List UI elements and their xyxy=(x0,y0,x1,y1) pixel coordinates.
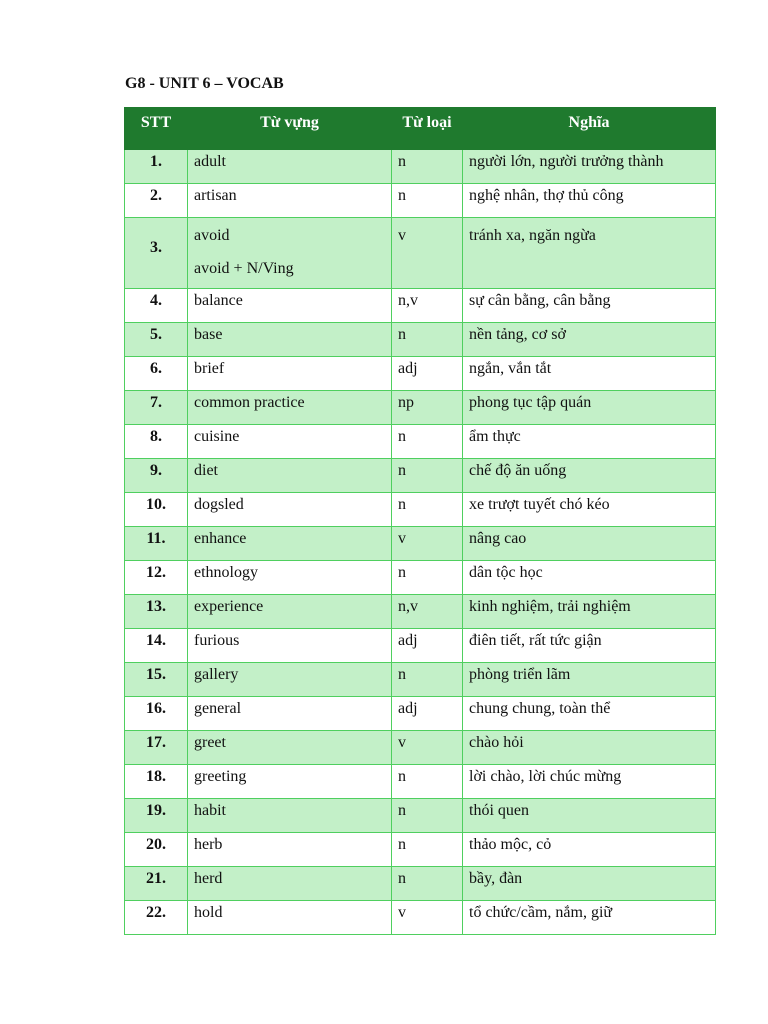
row-word xyxy=(188,218,392,289)
row-word-main: avoid xyxy=(194,227,230,244)
row-number: 13. xyxy=(125,595,188,629)
row-word-type: n xyxy=(392,867,463,901)
row-meaning: ngắn, vắn tắt xyxy=(463,357,716,391)
row-word: brief xyxy=(188,357,392,391)
row-word-usage: avoid + N/Ving xyxy=(194,260,294,277)
vocab-table-body xyxy=(125,150,716,935)
row-meaning: sự cân bằng, cân bằng xyxy=(463,289,716,323)
row-meaning: nghệ nhân, thợ thủ công xyxy=(463,184,716,218)
row-number: 4. xyxy=(125,289,188,323)
row-word-type: adj xyxy=(392,629,463,663)
table-row xyxy=(125,289,716,323)
row-word-type: n xyxy=(392,184,463,218)
table-row xyxy=(125,765,716,799)
table-row xyxy=(125,867,716,901)
row-number: 10. xyxy=(125,493,188,527)
table-header-row xyxy=(125,108,716,150)
document-title: G8 - UNIT 6 – VOCAB xyxy=(125,75,284,92)
table-row xyxy=(125,527,716,561)
row-number: 17. xyxy=(125,731,188,765)
table-row xyxy=(125,731,716,765)
row-word-type: n,v xyxy=(392,289,463,323)
row-meaning: điên tiết, rất tức giận xyxy=(463,629,716,663)
row-word-type: adj xyxy=(392,357,463,391)
row-word: diet xyxy=(188,459,392,493)
table-row xyxy=(125,184,716,218)
row-word: cuisine xyxy=(188,425,392,459)
table-row xyxy=(125,323,716,357)
row-meaning: thảo mộc, cỏ xyxy=(463,833,716,867)
row-word-type: v xyxy=(392,218,463,289)
row-word: base xyxy=(188,323,392,357)
row-number: 3. xyxy=(125,218,188,289)
table-row xyxy=(125,459,716,493)
table-row xyxy=(125,697,716,731)
row-meaning: chung chung, toàn thể xyxy=(463,697,716,731)
row-word: greet xyxy=(188,731,392,765)
row-number: 15. xyxy=(125,663,188,697)
row-word-type: n xyxy=(392,799,463,833)
row-word: dogsled xyxy=(188,493,392,527)
table-row xyxy=(125,150,716,184)
row-word: enhance xyxy=(188,527,392,561)
row-meaning: nền tảng, cơ sở xyxy=(463,323,716,357)
row-word: common practice xyxy=(188,391,392,425)
row-word-type: v xyxy=(392,527,463,561)
row-word-type: n xyxy=(392,765,463,799)
row-word-type: n xyxy=(392,150,463,184)
row-number: 22. xyxy=(125,901,188,935)
row-number: 16. xyxy=(125,697,188,731)
row-number: 20. xyxy=(125,833,188,867)
row-word-type: n xyxy=(392,833,463,867)
table-row xyxy=(125,561,716,595)
row-number: 21. xyxy=(125,867,188,901)
table-row xyxy=(125,218,716,289)
row-meaning: tránh xa, ngăn ngừa xyxy=(463,218,716,289)
row-word-type: n xyxy=(392,459,463,493)
row-meaning: lời chào, lời chúc mừng xyxy=(463,765,716,799)
row-meaning: bầy, đàn xyxy=(463,867,716,901)
row-word: adult xyxy=(188,150,392,184)
row-word-type: n xyxy=(392,663,463,697)
row-word: greeting xyxy=(188,765,392,799)
row-number: 5. xyxy=(125,323,188,357)
row-word: furious xyxy=(188,629,392,663)
row-word: gallery xyxy=(188,663,392,697)
row-word: herd xyxy=(188,867,392,901)
row-meaning: phong tục tập quán xyxy=(463,391,716,425)
row-meaning: thói quen xyxy=(463,799,716,833)
table-row xyxy=(125,629,716,663)
row-meaning: nâng cao xyxy=(463,527,716,561)
row-meaning: ẩm thực xyxy=(463,425,716,459)
row-number: 11. xyxy=(125,527,188,561)
vocab-table xyxy=(124,107,716,935)
row-meaning: người lớn, người trưởng thành xyxy=(463,150,716,184)
row-meaning: chế độ ăn uống xyxy=(463,459,716,493)
header-word: Từ vựng xyxy=(188,108,392,150)
row-word: artisan xyxy=(188,184,392,218)
row-word-type: n xyxy=(392,323,463,357)
table-row xyxy=(125,799,716,833)
table-row xyxy=(125,425,716,459)
table-row xyxy=(125,493,716,527)
row-word: habit xyxy=(188,799,392,833)
row-word-type: v xyxy=(392,731,463,765)
row-number: 14. xyxy=(125,629,188,663)
row-number: 1. xyxy=(125,150,188,184)
row-word-type: adj xyxy=(392,697,463,731)
table-row xyxy=(125,663,716,697)
row-number: 8. xyxy=(125,425,188,459)
row-word: ethnology xyxy=(188,561,392,595)
row-word: hold xyxy=(188,901,392,935)
row-word-type: n xyxy=(392,493,463,527)
row-meaning: phòng triển lãm xyxy=(463,663,716,697)
row-meaning: chào hỏi xyxy=(463,731,716,765)
row-number: 2. xyxy=(125,184,188,218)
row-number: 12. xyxy=(125,561,188,595)
row-word: general xyxy=(188,697,392,731)
row-meaning: xe trượt tuyết chó kéo xyxy=(463,493,716,527)
row-meaning: dân tộc học xyxy=(463,561,716,595)
row-word: experience xyxy=(188,595,392,629)
row-number: 6. xyxy=(125,357,188,391)
row-number: 18. xyxy=(125,765,188,799)
row-word-type: n,v xyxy=(392,595,463,629)
row-meaning: tổ chức/cầm, nắm, giữ xyxy=(463,901,716,935)
row-word-type: v xyxy=(392,901,463,935)
row-word: balance xyxy=(188,289,392,323)
row-number: 19. xyxy=(125,799,188,833)
row-number: 9. xyxy=(125,459,188,493)
header-stt: STT xyxy=(125,108,188,150)
header-type: Từ loại xyxy=(392,108,463,150)
table-row xyxy=(125,595,716,629)
row-word-type: n xyxy=(392,425,463,459)
table-row xyxy=(125,391,716,425)
table-row xyxy=(125,901,716,935)
row-word-type: n xyxy=(392,561,463,595)
row-word: herb xyxy=(188,833,392,867)
table-row xyxy=(125,357,716,391)
row-meaning: kinh nghiệm, trải nghiệm xyxy=(463,595,716,629)
row-number: 7. xyxy=(125,391,188,425)
header-meaning: Nghĩa xyxy=(463,108,716,150)
row-word-type: np xyxy=(392,391,463,425)
table-row xyxy=(125,833,716,867)
